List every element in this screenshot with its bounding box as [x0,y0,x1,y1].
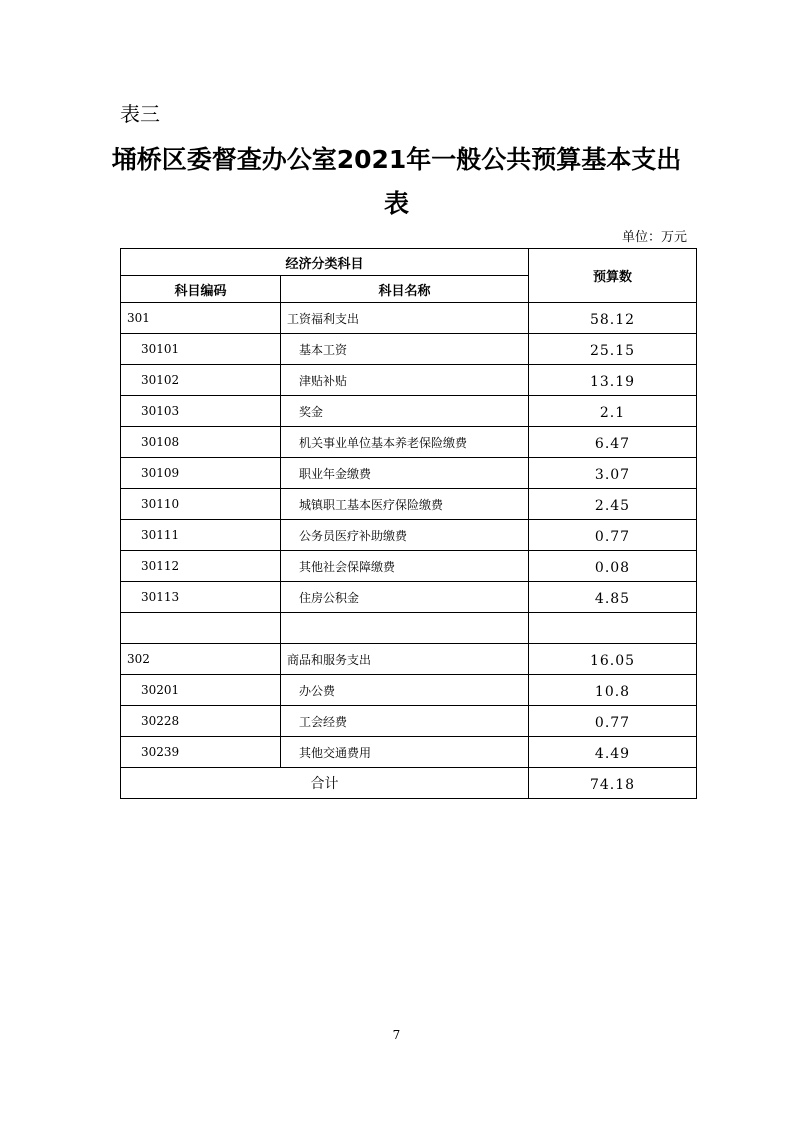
table-row [121,644,697,675]
row-code: 30112 [121,551,281,582]
row-amount: 0.77 [529,706,697,737]
row-name: 城镇职工基本医疗保险缴费 [281,489,529,520]
row-code: 30102 [121,365,281,396]
row-code: 30201 [121,675,281,706]
row-name: 基本工资 [281,334,529,365]
row-amount: 4.85 [529,582,697,613]
amount-header: 预算数 [529,249,697,303]
total-amount: 74.18 [529,768,697,799]
row-code: 30101 [121,334,281,365]
row-name: 公务员医疗补助缴费 [281,520,529,551]
row-name: 津贴补贴 [281,365,529,396]
row-amount: 0.77 [529,520,697,551]
row-amount: 4.49 [529,737,697,768]
row-name: 其他社会保障缴费 [281,551,529,582]
table-row [121,458,697,489]
row-amount: 2.1 [529,396,697,427]
row-name: 工资福利支出 [281,303,529,334]
row-name: 机关事业单位基本养老保险缴费 [281,427,529,458]
table-row [121,489,697,520]
row-name [281,613,529,644]
header-row-1 [121,249,697,276]
row-amount: 10.8 [529,675,697,706]
row-code: 30239 [121,737,281,768]
row-name: 商品和服务支出 [281,644,529,675]
table-row [121,520,697,551]
row-amount: 0.08 [529,551,697,582]
total-row [121,768,697,799]
row-name: 住房公积金 [281,582,529,613]
table-row [121,737,697,768]
title-line-2: 表 [383,189,409,218]
row-name: 职业年金缴费 [281,458,529,489]
table-row [121,303,697,334]
title-line-1: 埇桥区委督查办公室2021年一般公共预算基本支出 [111,145,682,174]
page-title [90,138,703,226]
row-amount: 2.45 [529,489,697,520]
page-number: 7 [392,1028,401,1042]
row-code: 302 [121,644,281,675]
row-code: 30109 [121,458,281,489]
table-row [121,582,697,613]
table-row [121,675,697,706]
row-amount: 13.19 [529,365,697,396]
table-row [121,334,697,365]
row-code: 30108 [121,427,281,458]
table-row [121,396,697,427]
row-code: 30113 [121,582,281,613]
row-amount: 16.05 [529,644,697,675]
row-amount [529,613,697,644]
group-header: 经济分类科目 [121,249,529,276]
table-label: 表三 [120,102,160,126]
table-row [121,365,697,396]
table-row-empty [121,613,697,644]
row-name: 工会经费 [281,706,529,737]
total-label: 合计 [121,768,529,799]
row-name: 其他交通费用 [281,737,529,768]
row-name: 奖金 [281,396,529,427]
table-row [121,427,697,458]
table-row [121,706,697,737]
table-row [121,551,697,582]
row-amount: 25.15 [529,334,697,365]
row-code: 30110 [121,489,281,520]
row-amount: 6.47 [529,427,697,458]
row-code: 301 [121,303,281,334]
name-header: 科目名称 [281,276,529,303]
row-code: 30228 [121,706,281,737]
row-amount: 58.12 [529,303,697,334]
row-amount: 3.07 [529,458,697,489]
row-code [121,613,281,644]
code-header: 科目编码 [121,276,281,303]
budget-table [120,248,697,799]
row-code: 30103 [121,396,281,427]
row-name: 办公费 [281,675,529,706]
row-code: 30111 [121,520,281,551]
unit-label: 单位：万元 [621,230,687,245]
